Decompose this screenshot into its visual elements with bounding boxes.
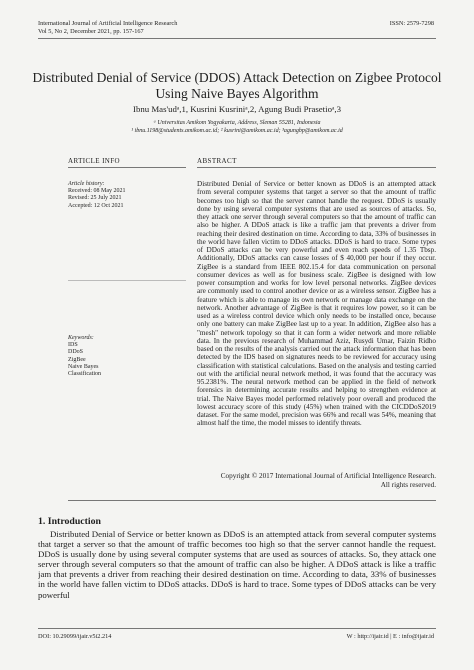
- received-date: Received: 08 May 2021: [68, 188, 126, 195]
- info-divider: [68, 280, 186, 281]
- article-info-rule: [68, 167, 186, 168]
- intro-heading: 1. Introduction: [38, 516, 101, 527]
- keywords-block: [68, 335, 186, 378]
- copyright-line: Copyright © 2017 International Journal of Artificial Intelligence Research.: [220, 472, 436, 480]
- header-rule: [38, 38, 436, 39]
- affiliation-emails: ¹ ibnu.1198@students.amikom.ac.id; ² kusrini@amikom.ac.id; ³agungbp@amikom.ac.id: [131, 128, 343, 134]
- abstract-text: Distributed Denial of Service or better known as DDoS is an attempted attack from several computer systems that target a server so that the amount of traffic becomes too high so that the server cannot handle the request. DDoS is usually done by using several computer systems that are used as sources of attacks. So, they attack one server through several computers so that the amount of traffic can also be higher. A DDoS attack is like a traffic jam that prevents a driver from reaching their desired destination on time. According to data, 33% of businesses in the world have fallen victim to DDoS attacks. DDoS is hard to trace. Some types of DDoS attacks can be very powerful and even reach speeds of 1.35 Tbsp. Additionally, DDoS attacks can cause losses of $ 40,000 per hour if they occur. ZigBee is a standard from IEEE 802.15.4 for data communication on personal consumer devices as well as for business scale. ZigBee is designed with low power consumption and works for low level personal networks. ZigBee devices are commonly used to control another device or as a wireless sensor. ZigBee has a feature which is able to manage its own network or manage data exchange on the network. Another advantage of ZigBee is that it requires low power, so it can be used as a wireless control device which only needs to be installed once, because only one battery can make ZigBee last up to a year. In addition, ZigBee also has a "mesh" network topology so that it can form a wider network and more reliable data. In the previous research of Muhammad Aziz, Rusydi Umar, Faizin Ridho based on the results of the analysis carried out the attack information that has been detected by the IDS based on signatures needs to be reviewed for accuracy using classification with statistical calculations. Based on the analysis and testing carried out with the artificial neural network method, it was found that the accuracy was 95.2381%. The neural network method can be applied in the field of network forensics in determining accurate results and helping to strengthen evidence at trial. The Naive Bayes model performed relatively poor overall and produced the lowest accuracy score of this study (45%) when trained with the CICDDoS2019 dataset. For the same model, precision was 66% and recall was 54%, meaning that almost half the time, the model misses to identify threats.: [197, 180, 436, 428]
- keyword-item: Classification: [68, 371, 101, 378]
- running-header: [38, 20, 298, 35]
- journal-name: International Journal of Artificial Intelligence Research: [38, 20, 178, 27]
- keyword-item: IDS: [68, 342, 78, 349]
- website-email[interactable]: W : http://ijair.id | E : info@ijair.id: [346, 633, 434, 640]
- footer-rule: [38, 628, 436, 629]
- abstract-bottom-rule: [68, 500, 436, 501]
- affiliation-address: ᵃ Universitas Amikom Yogyakarta, Address, Sleman 55281, Indonesia: [153, 120, 321, 126]
- abstract-heading: ABSTRACT: [197, 157, 237, 165]
- article-info-heading: ARTICLE INFO: [68, 157, 121, 165]
- abstract-rule: [197, 167, 436, 168]
- keyword-item: DDoS: [68, 349, 84, 356]
- rights-line: All rights reserved.: [380, 480, 436, 489]
- keyword-item: Naive Bayes: [68, 363, 99, 370]
- author-list: Ibnu Mas'udᵃ,1, Kusrini Kusriniᵃ,2, Agung Budi Prasetioᵃ,3: [133, 104, 341, 114]
- volume-info: Vol 5, No 2, December 2021, pp. 157-167: [38, 27, 144, 35]
- intro-text: Distributed Denial of Service or better known as DDoS is an attempted attack from several computer systems that target a server so that the amount of traffic becomes too high so that the server cannot handle the request. DDoS is usually done by using several computer systems that are used as sources of attacks. So, they attack one server through several computers so that the amount of traffic can also be higher. A DDoS attack is like a traffic jam that prevents a driver from reaching their desired destination on time. According to data, 33% of businesses in the world have fallen victim to DDoS attacks. DDoS is hard to trace. Some types of DDoS attacks can be very powerful: [38, 529, 436, 600]
- keyword-item: ZigBee: [68, 356, 86, 363]
- article-history: [68, 181, 186, 210]
- history-label: Article history:: [68, 181, 105, 187]
- paper-title: Distributed Denial of Service (DDOS) Attack Detection on Zigbee Protocol Using Naive Bayes Algorithm: [32, 70, 442, 101]
- doi-link[interactable]: DOI: 10.29099/ijair.v5i2.214: [38, 633, 112, 640]
- accepted-date: Accepted: 12 Oct 2021: [68, 202, 124, 209]
- keywords-label: Keywords:: [68, 335, 94, 341]
- revised-date: Revised: 25 July 2021: [68, 195, 122, 202]
- copyright-notice: [197, 472, 436, 489]
- issn: ISSN: 2579-7298: [389, 20, 434, 27]
- affiliation: [30, 119, 444, 135]
